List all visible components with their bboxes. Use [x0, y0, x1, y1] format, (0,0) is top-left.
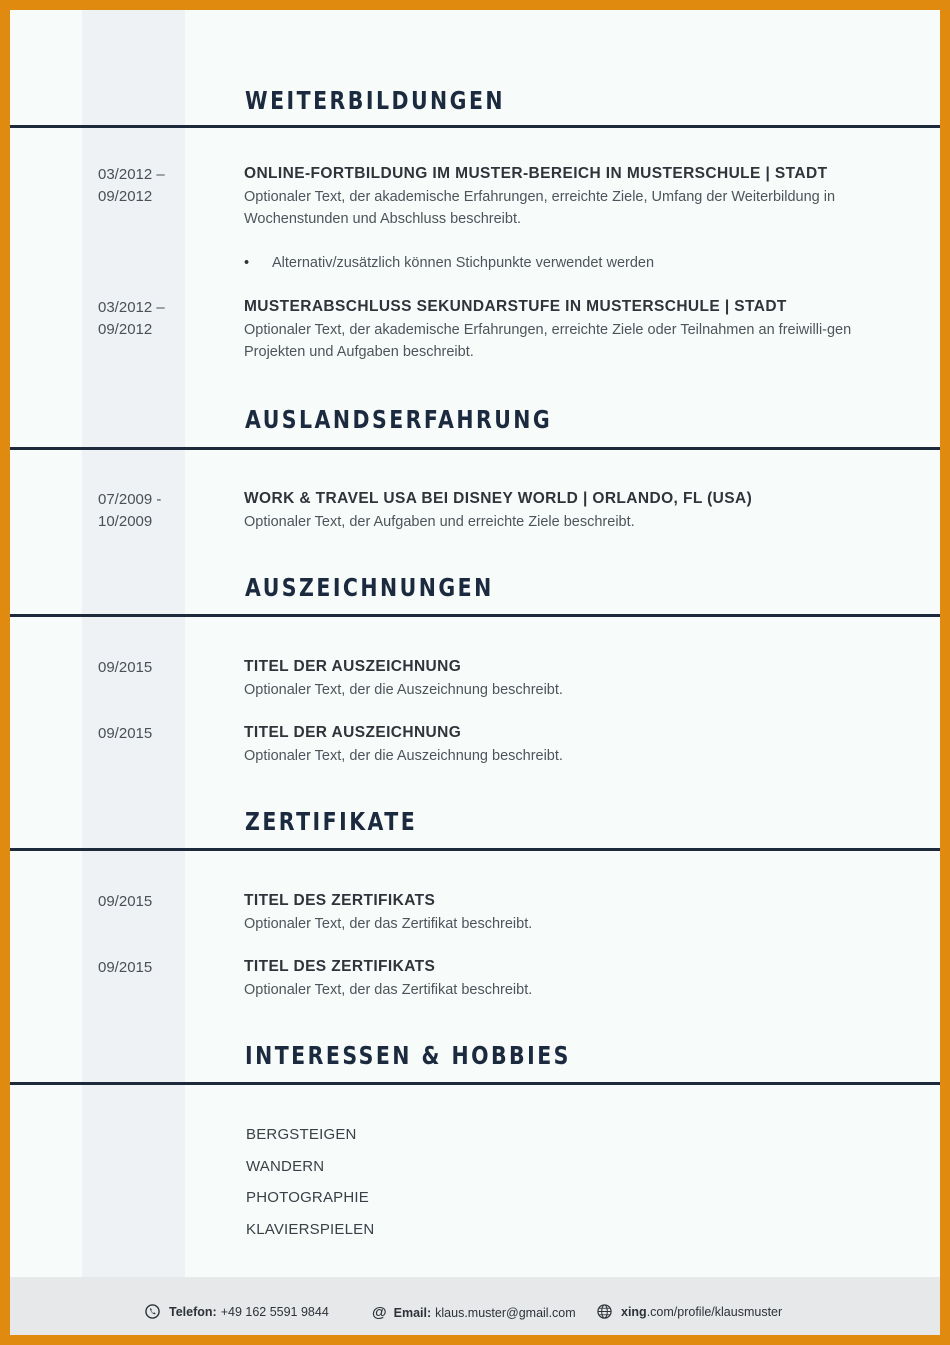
- email-value[interactable]: klaus.muster@gmail.com: [435, 1305, 576, 1320]
- section-title-auszeichnungen: AUSZEICHNUNGEN: [245, 573, 494, 602]
- entry-description: Optionaler Text, der akademische Erfahrungen, erreichte Ziele, Umfang der Weiterbildung in Wochenstunden und Abschluss beschreibt.: [244, 189, 836, 227]
- entry-title: WORK & TRAVEL USA BEI DISNEY WORLD | ORLANDO, FL (USA): [244, 490, 753, 507]
- hobby-item: PHOTOGRAPHIE: [246, 1189, 369, 1206]
- contact-web: [597, 1304, 782, 1319]
- web-bold: xing: [621, 1304, 647, 1319]
- bullet-item: [244, 252, 654, 274]
- bullet-text: Alternativ/zusätzlich können Stichpunkte verwendet werden: [272, 255, 655, 271]
- entry-date: 03/2012 – 09/2012: [98, 166, 165, 205]
- entry-title: MUSTERABSCHLUSS SEKUNDARSTUFE IN MUSTERSCHULE | STADT: [244, 298, 787, 315]
- phone-icon: [145, 1304, 160, 1319]
- entry-date: 09/2015: [98, 893, 153, 910]
- entry-date: 07/2009 - 10/2009: [98, 491, 162, 530]
- entry-description: Optionaler Text, der das Zertifikat beschreibt.: [244, 982, 533, 998]
- at-icon: @: [372, 1304, 387, 1321]
- entry-date: 09/2015: [98, 659, 153, 676]
- entry-date: 09/2015: [98, 725, 153, 742]
- entry-date: 03/2012 – 09/2012: [98, 299, 165, 338]
- section-title-interessen: INTERESSEN & HOBBIES: [245, 1041, 571, 1070]
- phone-value: +49 162 5591 9844: [220, 1304, 329, 1319]
- contact-phone: [145, 1304, 329, 1319]
- section-title-weiterbildungen: WEITERBILDUNGEN: [245, 86, 506, 115]
- entry-title: TITEL DES ZERTIFIKATS: [244, 892, 436, 909]
- entry-title: TITEL DER AUSZEICHNUNG: [244, 658, 462, 675]
- contact-footer: [10, 1277, 940, 1335]
- phone-label: Telefon:: [169, 1304, 217, 1319]
- entry-title: ONLINE-FORTBILDUNG IM MUSTER-BEREICH IN MUSTERSCHULE | STADT: [244, 165, 828, 182]
- hobby-item: BERGSTEIGEN: [246, 1126, 357, 1143]
- section-divider: [10, 447, 940, 450]
- email-label: Email:: [393, 1305, 432, 1320]
- section-divider: [10, 848, 940, 851]
- globe-icon: [597, 1304, 612, 1319]
- contact-email: [372, 1304, 576, 1321]
- hobby-item: WANDERN: [246, 1158, 325, 1175]
- entry-title: TITEL DES ZERTIFIKATS: [244, 958, 436, 975]
- entry-description: Optionaler Text, der Aufgaben und erreichte Ziele beschreibt.: [244, 514, 635, 530]
- section-title-auslandserfahrung: AUSLANDSERFAHRUNG: [245, 405, 553, 434]
- entry-title: TITEL DER AUSZEICHNUNG: [244, 724, 462, 741]
- resume-page: [10, 10, 940, 1335]
- entry-description: Optionaler Text, der akademische Erfahrungen, erreichte Ziele oder Teilnahmen an freiwilli-gen Projekten und Aufgaben beschreibt.: [244, 322, 852, 360]
- entry-date: 09/2015: [98, 959, 153, 976]
- entry-description: Optionaler Text, der die Auszeichnung beschreibt.: [244, 682, 563, 698]
- bullet-icon: •: [244, 255, 250, 271]
- entry-description: Optionaler Text, der das Zertifikat beschreibt.: [244, 916, 533, 932]
- web-link[interactable]: [621, 1305, 782, 1319]
- web-rest: .com/profile/klausmuster: [646, 1304, 783, 1319]
- section-divider: [10, 125, 940, 128]
- hobby-item: KLAVIERSPIELEN: [246, 1221, 375, 1238]
- section-divider: [10, 1082, 940, 1085]
- section-divider: [10, 614, 940, 617]
- entry-description: Optionaler Text, der die Auszeichnung beschreibt.: [244, 748, 563, 764]
- section-title-zertifikate: ZERTIFIKATE: [245, 807, 418, 836]
